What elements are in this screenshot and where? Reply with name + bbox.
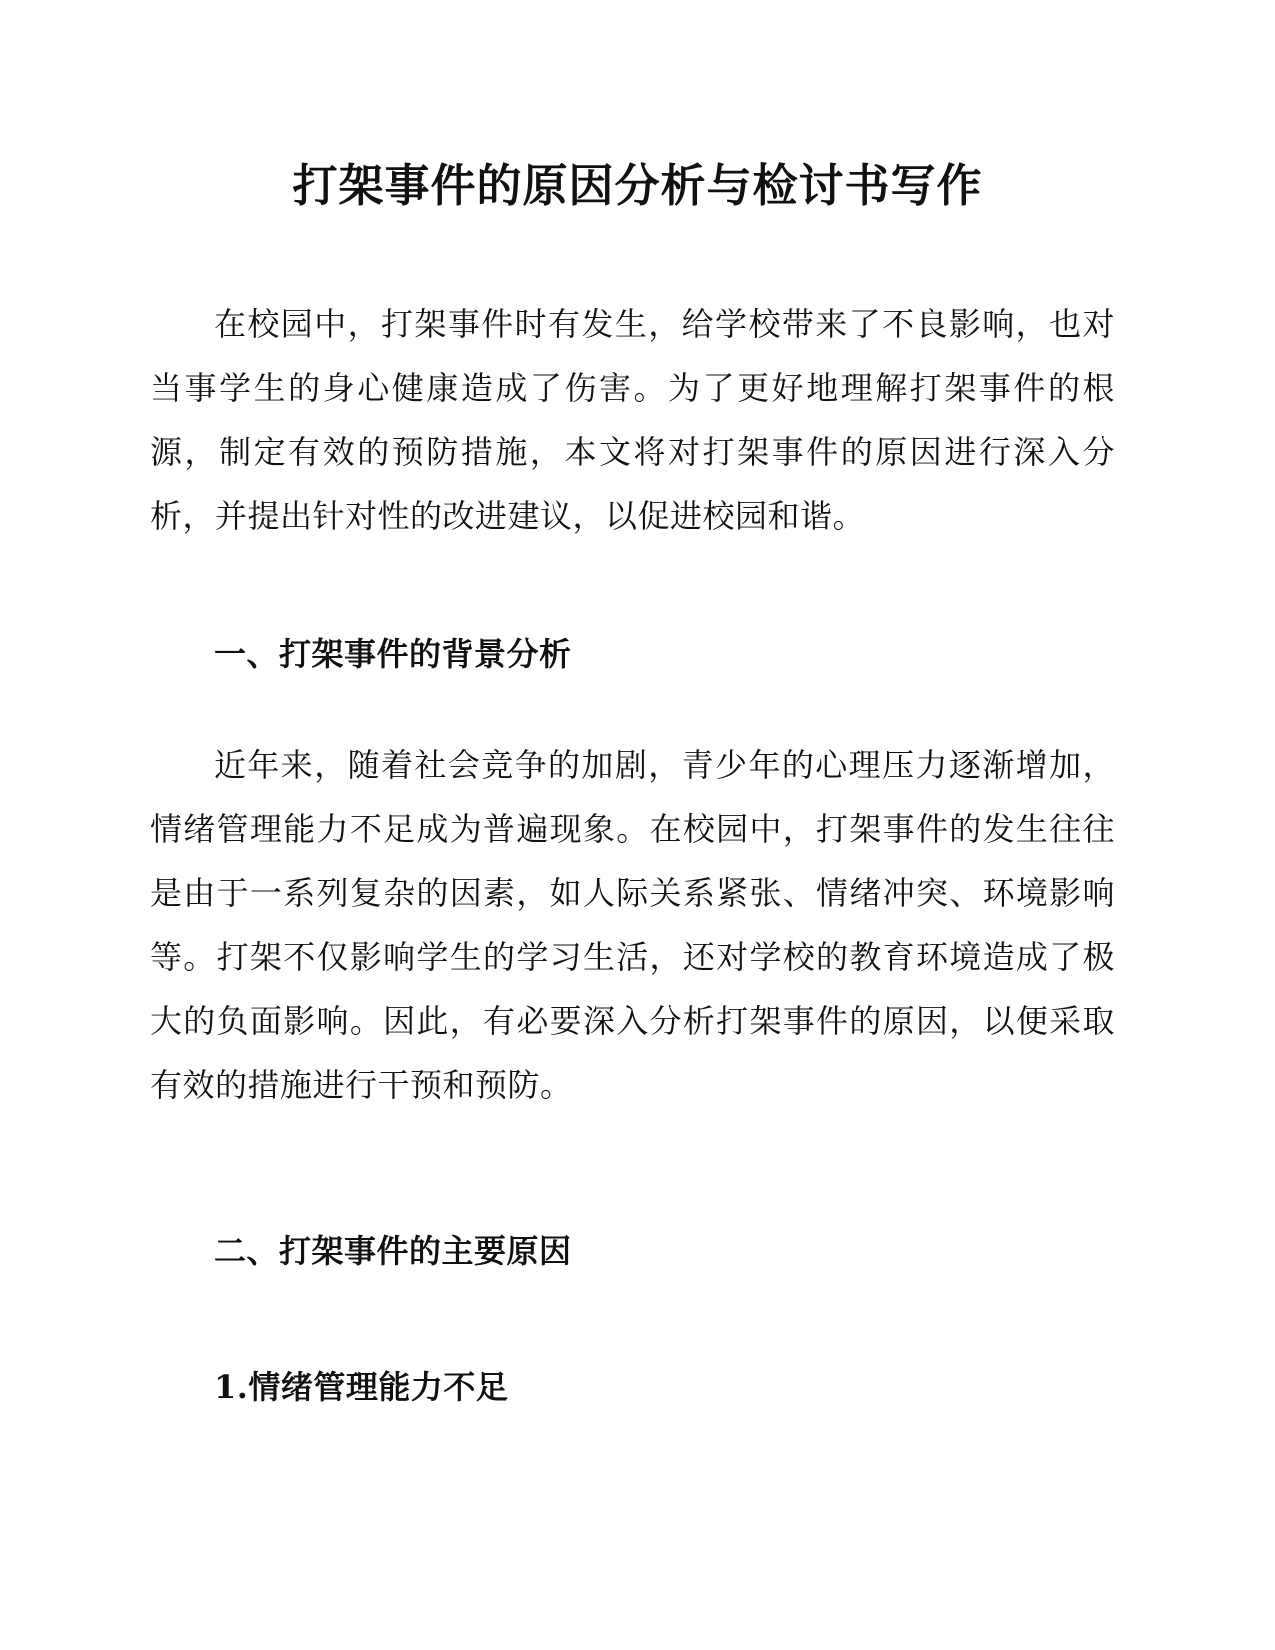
section-heading-causes: 二、打架事件的主要原因 — [214, 1232, 572, 1270]
document-title: 打架事件的原因分析与检讨书写作 — [292, 159, 983, 212]
background-paragraph: 近年来，随着社会竞争的加剧，青少年的心理压力逐渐增加，情绪管理能力不足成为普遍现象。在校园中，打架事件的发生往往是由于一系列复杂的因素，如人际关系紧张、情绪冲突、环境影响等。打架不仅影响学生的学习生活，还对学校的教育环境造成了极大的负面影响。因此，有必要深入分析打架事件的原因，以便采取有效的措施进行干预和预防。 — [150, 746, 1115, 1104]
sub-heading-emotion-management — [214, 1363, 508, 1411]
sub-heading-label: 情绪管理能力不足 — [248, 1368, 509, 1406]
section-heading-background: 一、打架事件的背景分析 — [214, 635, 572, 673]
intro-paragraph: 在校园中，打架事件时有发生，给学校带来了不良影响，也对当事学生的身心健康造成了伤害。为了更好地理解打架事件的根源，制定有效的预防措施，本文将对打架事件的原因进行深入分析，并提出针对性的改进建议，以促进校园和谐。 — [150, 305, 1115, 535]
sub-heading-number: 1. — [214, 1368, 249, 1406]
